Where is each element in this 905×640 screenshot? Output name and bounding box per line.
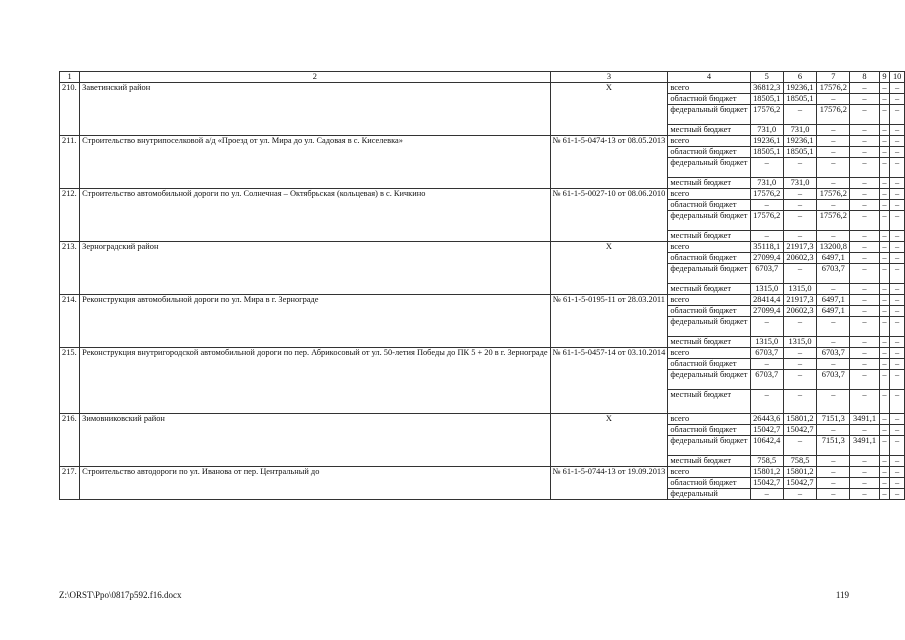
amount-cell: – <box>817 178 850 189</box>
table-row <box>60 189 905 200</box>
amount-cell: – <box>850 467 879 478</box>
amount-cell: – <box>879 189 890 200</box>
amount-cell: 15042,7 <box>783 478 816 489</box>
amount-cell: – <box>890 158 905 178</box>
amount-cell: – <box>879 211 890 231</box>
amount-cell: – <box>783 489 816 500</box>
amount-cell: – <box>879 200 890 211</box>
amount-cell: 19236,1 <box>750 136 783 147</box>
amount-cell: 15042,7 <box>750 425 783 436</box>
amount-cell: – <box>783 436 816 456</box>
amount-cell: 36812,3 <box>750 83 783 94</box>
amount-cell: – <box>879 264 890 284</box>
amount-cell: – <box>850 147 879 158</box>
amount-cell: – <box>850 242 879 253</box>
amount-cell: – <box>850 211 879 231</box>
amount-cell: – <box>850 295 879 306</box>
row-number-cell: 213. <box>60 242 80 295</box>
amount-cell: 3491,1 <box>850 414 879 425</box>
amount-cell: 6703,7 <box>817 370 850 390</box>
amount-cell: – <box>879 295 890 306</box>
amount-cell: – <box>783 189 816 200</box>
amount-cell: 27099,4 <box>750 253 783 264</box>
amount-cell: – <box>850 253 879 264</box>
amount-cell: 1315,0 <box>783 337 816 348</box>
amount-cell: 20602,3 <box>783 306 816 317</box>
funding-source-cell: областной бюджет <box>668 425 750 436</box>
amount-cell: – <box>890 317 905 337</box>
amount-cell: – <box>750 359 783 370</box>
funding-source-cell: федеральный <box>668 489 750 500</box>
amount-cell: – <box>879 306 890 317</box>
amount-cell: – <box>890 478 905 489</box>
amount-cell: 19236,1 <box>783 136 816 147</box>
funding-source-cell: всего <box>668 242 750 253</box>
funding-source-cell: местный бюджет <box>668 125 750 136</box>
amount-cell: – <box>890 414 905 425</box>
amount-cell: – <box>879 456 890 467</box>
amount-cell: – <box>850 264 879 284</box>
amount-cell: – <box>783 231 816 242</box>
amount-cell: 17576,2 <box>750 211 783 231</box>
amount-cell: 26443,6 <box>750 414 783 425</box>
amount-cell: – <box>783 158 816 178</box>
amount-cell: – <box>890 83 905 94</box>
amount-cell: – <box>879 348 890 359</box>
amount-cell: 6703,7 <box>750 370 783 390</box>
funding-source-cell: областной бюджет <box>668 478 750 489</box>
amount-cell: – <box>850 178 879 189</box>
amount-cell: – <box>850 136 879 147</box>
amount-cell: – <box>879 467 890 478</box>
funding-source-cell: местный бюджет <box>668 390 750 414</box>
amount-cell: 1315,0 <box>750 284 783 295</box>
funding-source-cell: местный бюджет <box>668 456 750 467</box>
amount-cell: – <box>879 489 890 500</box>
amount-cell: – <box>890 467 905 478</box>
amount-cell: – <box>890 242 905 253</box>
budget-table <box>59 71 905 500</box>
amount-cell: 15042,7 <box>750 478 783 489</box>
amount-cell: – <box>890 200 905 211</box>
object-name-cell: Заветинский район <box>80 83 550 136</box>
funding-source-cell: областной бюджет <box>668 200 750 211</box>
amount-cell: – <box>879 136 890 147</box>
amount-cell: 17576,2 <box>750 189 783 200</box>
object-name-cell: Зерноградский район <box>80 242 550 295</box>
amount-cell: – <box>750 489 783 500</box>
amount-cell: – <box>850 390 879 414</box>
funding-source-cell: местный бюджет <box>668 178 750 189</box>
document-reference-cell: Х <box>550 414 668 467</box>
amount-cell: – <box>783 200 816 211</box>
amount-cell: – <box>879 125 890 136</box>
amount-cell: 18505,1 <box>783 147 816 158</box>
amount-cell: – <box>879 359 890 370</box>
amount-cell: – <box>879 284 890 295</box>
object-name-cell: Строительство внутрипоселковой а/д «Проезд от ул. Мира до ул. Садовая в с. Киселевка» <box>80 136 550 189</box>
funding-source-cell: федеральный бюджет <box>668 264 750 284</box>
amount-cell: – <box>890 231 905 242</box>
object-name-cell: Реконструкция внутригородской автомобильной дороги по пер. Абрикосовый от ул. 50-летия Победы до ПК 5 + 20 в г. Зернограде <box>80 348 550 414</box>
amount-cell: – <box>890 348 905 359</box>
funding-source-cell: областной бюджет <box>668 253 750 264</box>
amount-cell: – <box>750 200 783 211</box>
amount-cell: – <box>817 456 850 467</box>
funding-source-cell: всего <box>668 414 750 425</box>
amount-cell: 1315,0 <box>783 284 816 295</box>
funding-source-cell: федеральный бюджет <box>668 105 750 125</box>
amount-cell: – <box>890 147 905 158</box>
row-number-cell: 214. <box>60 295 80 348</box>
amount-cell: – <box>850 370 879 390</box>
amount-cell: – <box>890 284 905 295</box>
funding-source-cell: всего <box>668 189 750 200</box>
amount-cell: – <box>817 359 850 370</box>
column-number-cell: 10 <box>890 72 905 83</box>
table-row <box>60 295 905 306</box>
object-name-cell: Реконструкция автомобильной дороги по ул. Мира в г. Зернограде <box>80 295 550 348</box>
amount-cell: 13200,8 <box>817 242 850 253</box>
amount-cell: – <box>750 158 783 178</box>
amount-cell: – <box>817 467 850 478</box>
amount-cell: – <box>850 456 879 467</box>
amount-cell: – <box>850 284 879 295</box>
amount-cell: – <box>890 105 905 125</box>
document-reference-cell: № 61-1-5-0474-13 от 08.05.2013 <box>550 136 668 189</box>
object-name-cell: Строительство автомобильной дороги по ул. Солнечная – Октябрьская (кольцевая) в с. Кичкино <box>80 189 550 242</box>
funding-source-cell: областной бюджет <box>668 94 750 105</box>
amount-cell: 3491,1 <box>850 436 879 456</box>
table-row <box>60 467 905 478</box>
row-number-cell: 212. <box>60 189 80 242</box>
amount-cell: 15042,7 <box>783 425 816 436</box>
amount-cell: 6497,1 <box>817 253 850 264</box>
amount-cell: – <box>783 264 816 284</box>
amount-cell: 21917,3 <box>783 242 816 253</box>
amount-cell: 28414,4 <box>750 295 783 306</box>
amount-cell: – <box>850 359 879 370</box>
amount-cell: 17576,2 <box>817 211 850 231</box>
amount-cell: – <box>817 317 850 337</box>
amount-cell: – <box>879 414 890 425</box>
funding-source-cell: всего <box>668 295 750 306</box>
amount-cell: – <box>783 105 816 125</box>
amount-cell: – <box>879 242 890 253</box>
amount-cell: – <box>879 253 890 264</box>
funding-source-cell: всего <box>668 83 750 94</box>
amount-cell: – <box>783 359 816 370</box>
row-number-cell: 217. <box>60 467 80 500</box>
amount-cell: – <box>890 370 905 390</box>
amount-cell: – <box>879 436 890 456</box>
table-row <box>60 414 905 425</box>
amount-cell: – <box>890 295 905 306</box>
document-reference-cell: № 61-1-5-0744-13 от 19.09.2013 <box>550 467 668 500</box>
amount-cell: 731,0 <box>750 125 783 136</box>
amount-cell: 6497,1 <box>817 306 850 317</box>
amount-cell: 17576,2 <box>817 83 850 94</box>
amount-cell: – <box>890 306 905 317</box>
funding-source-cell: местный бюджет <box>668 231 750 242</box>
amount-cell: – <box>817 478 850 489</box>
amount-cell: – <box>879 178 890 189</box>
amount-cell: – <box>817 231 850 242</box>
amount-cell: – <box>850 105 879 125</box>
amount-cell: – <box>890 390 905 414</box>
amount-cell: – <box>750 390 783 414</box>
funding-source-cell: всего <box>668 136 750 147</box>
funding-source-cell: областной бюджет <box>668 359 750 370</box>
funding-source-cell: федеральный бюджет <box>668 436 750 456</box>
amount-cell: 7151,3 <box>817 414 850 425</box>
amount-cell: – <box>850 94 879 105</box>
amount-cell: – <box>890 489 905 500</box>
amount-cell: – <box>879 370 890 390</box>
column-number-cell: 8 <box>850 72 879 83</box>
amount-cell: 21917,3 <box>783 295 816 306</box>
amount-cell: – <box>850 189 879 200</box>
amount-cell: 6703,7 <box>750 264 783 284</box>
column-number-cell: 6 <box>783 72 816 83</box>
amount-cell: – <box>879 94 890 105</box>
amount-cell: – <box>890 264 905 284</box>
funding-source-cell: федеральный бюджет <box>668 370 750 390</box>
amount-cell: – <box>890 436 905 456</box>
amount-cell: 6703,7 <box>817 264 850 284</box>
amount-cell: 7151,3 <box>817 436 850 456</box>
amount-cell: 20602,3 <box>783 253 816 264</box>
table-row <box>60 83 905 94</box>
column-number-cell: 7 <box>817 72 850 83</box>
document-reference-cell: Х <box>550 83 668 136</box>
amount-cell: 731,0 <box>750 178 783 189</box>
amount-cell: 15801,2 <box>750 467 783 478</box>
amount-cell: 19236,1 <box>783 83 816 94</box>
amount-cell: 10642,4 <box>750 436 783 456</box>
amount-cell: – <box>817 158 850 178</box>
amount-cell: – <box>850 478 879 489</box>
amount-cell: 6703,7 <box>817 348 850 359</box>
amount-cell: – <box>817 390 850 414</box>
row-number-cell: 211. <box>60 136 80 189</box>
amount-cell: – <box>817 425 850 436</box>
funding-source-cell: федеральный бюджет <box>668 317 750 337</box>
amount-cell: – <box>783 317 816 337</box>
column-number-cell: 3 <box>550 72 668 83</box>
amount-cell: 18505,1 <box>750 94 783 105</box>
amount-cell: 17576,2 <box>817 105 850 125</box>
amount-cell: – <box>879 147 890 158</box>
amount-cell: – <box>890 337 905 348</box>
amount-cell: 17576,2 <box>817 189 850 200</box>
amount-cell: – <box>850 200 879 211</box>
column-number-row <box>60 72 905 83</box>
amount-cell: 6497,1 <box>817 295 850 306</box>
amount-cell: – <box>850 317 879 337</box>
amount-cell: 27099,4 <box>750 306 783 317</box>
amount-cell: – <box>879 390 890 414</box>
funding-source-cell: областной бюджет <box>668 306 750 317</box>
amount-cell: – <box>890 425 905 436</box>
amount-cell: – <box>817 147 850 158</box>
amount-cell: – <box>890 359 905 370</box>
funding-source-cell: местный бюджет <box>668 284 750 295</box>
amount-cell: – <box>890 189 905 200</box>
row-number-cell: 210. <box>60 83 80 136</box>
funding-source-cell: федеральный бюджет <box>668 211 750 231</box>
funding-source-cell: областной бюджет <box>668 147 750 158</box>
amount-cell: 15801,2 <box>783 414 816 425</box>
amount-cell: – <box>817 125 850 136</box>
column-number-cell: 1 <box>60 72 80 83</box>
amount-cell: 1315,0 <box>750 337 783 348</box>
table-row <box>60 242 905 253</box>
amount-cell: 18505,1 <box>783 94 816 105</box>
amount-cell: – <box>890 125 905 136</box>
amount-cell: – <box>850 348 879 359</box>
amount-cell: – <box>750 317 783 337</box>
funding-source-cell: местный бюджет <box>668 337 750 348</box>
column-number-cell: 9 <box>879 72 890 83</box>
amount-cell: 731,0 <box>783 178 816 189</box>
amount-cell: 18505,1 <box>750 147 783 158</box>
amount-cell: – <box>850 425 879 436</box>
row-number-cell: 216. <box>60 414 80 467</box>
row-number-cell: 215. <box>60 348 80 414</box>
amount-cell: – <box>850 125 879 136</box>
funding-source-cell: всего <box>668 348 750 359</box>
amount-cell: – <box>879 317 890 337</box>
amount-cell: – <box>890 253 905 264</box>
column-number-cell: 2 <box>80 72 550 83</box>
amount-cell: – <box>850 306 879 317</box>
amount-cell: – <box>850 337 879 348</box>
amount-cell: – <box>783 348 816 359</box>
amount-cell: – <box>817 489 850 500</box>
amount-cell: – <box>879 337 890 348</box>
amount-cell: 731,0 <box>783 125 816 136</box>
document-reference-cell: № 61-1-5-0195-11 от 28.03.2011 <box>550 295 668 348</box>
amount-cell: 17576,2 <box>750 105 783 125</box>
funding-source-cell: всего <box>668 467 750 478</box>
amount-cell: 758,5 <box>750 456 783 467</box>
amount-cell: – <box>817 200 850 211</box>
column-number-cell: 4 <box>668 72 750 83</box>
table-row <box>60 136 905 147</box>
amount-cell: 15801,2 <box>783 467 816 478</box>
amount-cell: – <box>783 370 816 390</box>
document-reference-cell: № 61-1-5-0457-14 от 03.10.2014 <box>550 348 668 414</box>
amount-cell: – <box>850 158 879 178</box>
amount-cell: – <box>879 478 890 489</box>
amount-cell: – <box>817 284 850 295</box>
amount-cell: – <box>890 456 905 467</box>
amount-cell: – <box>890 178 905 189</box>
amount-cell: 35118,1 <box>750 242 783 253</box>
amount-cell: 758,5 <box>783 456 816 467</box>
footer-page-number: 119 <box>835 590 849 600</box>
amount-cell: – <box>879 158 890 178</box>
column-number-cell: 5 <box>750 72 783 83</box>
amount-cell: – <box>817 94 850 105</box>
amount-cell: – <box>850 83 879 94</box>
amount-cell: – <box>817 136 850 147</box>
amount-cell: 6703,7 <box>750 348 783 359</box>
funding-source-cell: федеральный бюджет <box>668 158 750 178</box>
amount-cell: – <box>879 105 890 125</box>
document-reference-cell: Х <box>550 242 668 295</box>
amount-cell: – <box>850 489 879 500</box>
amount-cell: – <box>879 231 890 242</box>
amount-cell: – <box>783 390 816 414</box>
table-row <box>60 348 905 359</box>
amount-cell: – <box>750 231 783 242</box>
amount-cell: – <box>817 337 850 348</box>
amount-cell: – <box>879 83 890 94</box>
amount-cell: – <box>890 211 905 231</box>
footer-file-path: Z:\ORST\Ppo\0817p592.f16.docx <box>59 590 182 600</box>
amount-cell: – <box>783 211 816 231</box>
amount-cell: – <box>890 136 905 147</box>
amount-cell: – <box>879 425 890 436</box>
object-name-cell: Зимовниковский район <box>80 414 550 467</box>
amount-cell: – <box>890 94 905 105</box>
document-reference-cell: № 61-1-5-0027-10 от 08.06.2010 <box>550 189 668 242</box>
amount-cell: – <box>850 231 879 242</box>
object-name-cell: Строительство автодороги по ул. Иванова от пер. Центральный до <box>80 467 550 500</box>
